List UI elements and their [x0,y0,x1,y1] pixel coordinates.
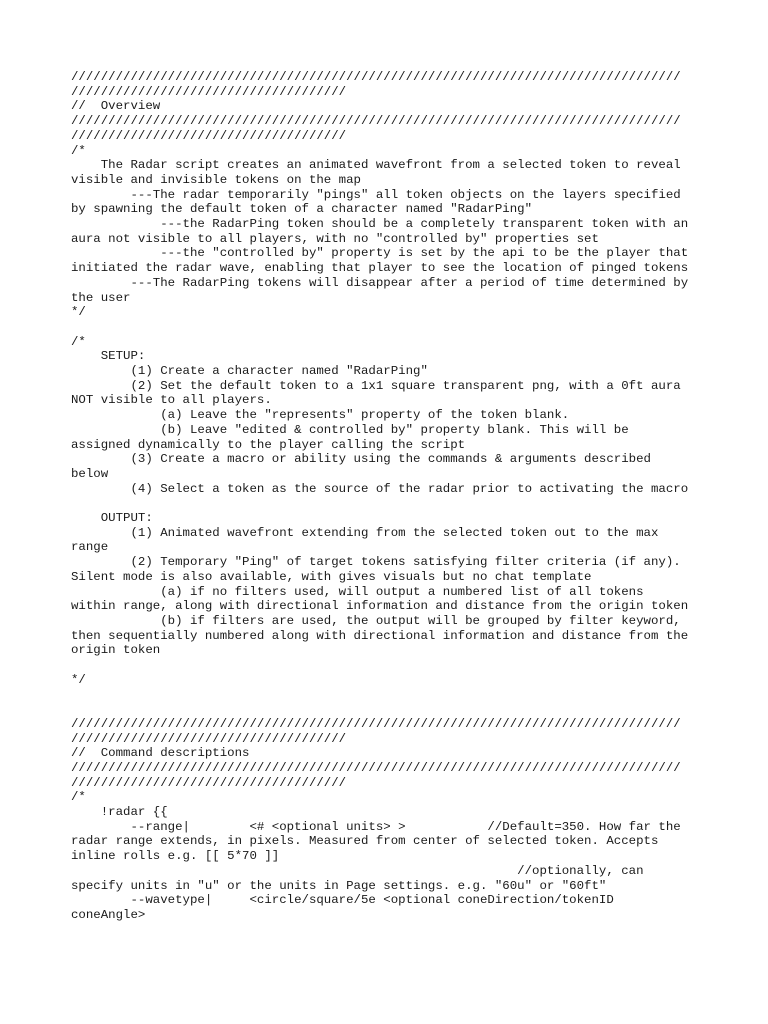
code-line: !radar {{ [71,805,168,820]
code-text-block [71,70,701,923]
code-line: */ [71,672,86,687]
code-line: specify units in "u" or the units in Page settings. e.g. "60u" or "60ft" [71,878,607,893]
code-line: visible and invisible tokens on the map [71,172,361,187]
code-line: ///////////////////////////////////// [71,128,347,143]
blank-line [71,658,701,673]
code-line: SETUP: [71,349,146,364]
code-line: (4) Select a token as the source of the radar prior to activating the macro [71,481,689,496]
code-line: /* [71,790,86,805]
code-line: (a) if no filters used, will output a numbered list of all tokens [71,584,644,599]
document-page [71,70,701,923]
code-line: ////////////////////////////////////////////////////////////////////////////////// [71,716,681,731]
code-line: range [71,540,109,555]
code-line: ///////////////////////////////////// [71,84,347,99]
code-line: (a) Leave the "represents" property of the token blank. [71,408,570,423]
code-line: /* [71,143,86,158]
code-line: ---The radar temporarily "pings" all token objects on the layers specified [71,187,681,202]
code-line: by spawning the default token of a character named "RadarPing" [71,202,533,217]
code-line: the user [71,290,131,305]
code-line: // Overview [71,99,161,114]
blank-line [71,320,701,335]
code-line: (1) Animated wavefront extending from the selected token out to the max [71,525,659,540]
blank-line [71,702,701,717]
code-line: (1) Create a character named "RadarPing" [71,364,428,379]
code-line: then sequentially numbered along with directional information and distance from the [71,628,689,643]
code-line: radar range extends, in pixels. Measured from center of selected token. Accepts [71,834,659,849]
code-line: ---the RadarPing token should be a completely transparent token with an [71,217,689,232]
code-line: ///////////////////////////////////// [71,731,347,746]
code-line: --wavetype| <circle/square/5e <optional coneDirection/tokenID [71,893,614,908]
code-line: OUTPUT: [71,511,153,526]
code-line: --range| <# <optional units> > //Default=350. How far the [71,819,681,834]
code-line: coneAngle> [71,908,146,922]
code-line: Silent mode is also available, with gives visuals but no chat template [71,569,592,584]
code-line: NOT visible to all players. [71,393,272,408]
code-line: below [71,466,109,481]
code-line: ////////////////////////////////////////////////////////////////////////////////// [71,70,681,84]
code-line: (b) Leave "edited & controlled by" property blank. This will be [71,422,629,437]
code-line: ---The RadarPing tokens will disappear after a period of time determined by [71,275,689,290]
code-line: assigned dynamically to the player calling the script [71,437,466,452]
code-line: initiated the radar wave, enabling that player to see the location of pinged tokens [71,261,689,276]
code-line: The Radar script creates an animated wavefront from a selected token to reveal [71,158,681,173]
code-line: aura not visible to all players, with no "controlled by" properties set [71,231,599,246]
blank-line [71,496,701,511]
code-line: ///////////////////////////////////// [71,775,347,790]
code-line: */ [71,305,86,320]
code-line: /* [71,334,86,349]
code-line: // Command descriptions [71,746,250,761]
code-line: (b) if filters are used, the output will be grouped by filter keyword, [71,613,681,628]
code-line: within range, along with directional information and distance from the origin token [71,599,689,614]
code-line: //optionally, can [71,863,644,878]
code-line: origin token [71,643,161,658]
code-line: ////////////////////////////////////////////////////////////////////////////////// [71,760,681,775]
code-line: ////////////////////////////////////////////////////////////////////////////////// [71,114,681,129]
code-line: (3) Create a macro or ability using the commands & arguments described [71,452,651,467]
code-line: (2) Temporary "Ping" of target tokens satisfying filter criteria (if any). [71,555,681,570]
blank-line [71,687,701,702]
code-line: inline rolls e.g. [[ 5*70 ]] [71,849,280,864]
code-line: (2) Set the default token to a 1x1 square transparent png, with a 0ft aura [71,378,681,393]
code-line: ---the "controlled by" property is set by the api to be the player that [71,246,689,261]
